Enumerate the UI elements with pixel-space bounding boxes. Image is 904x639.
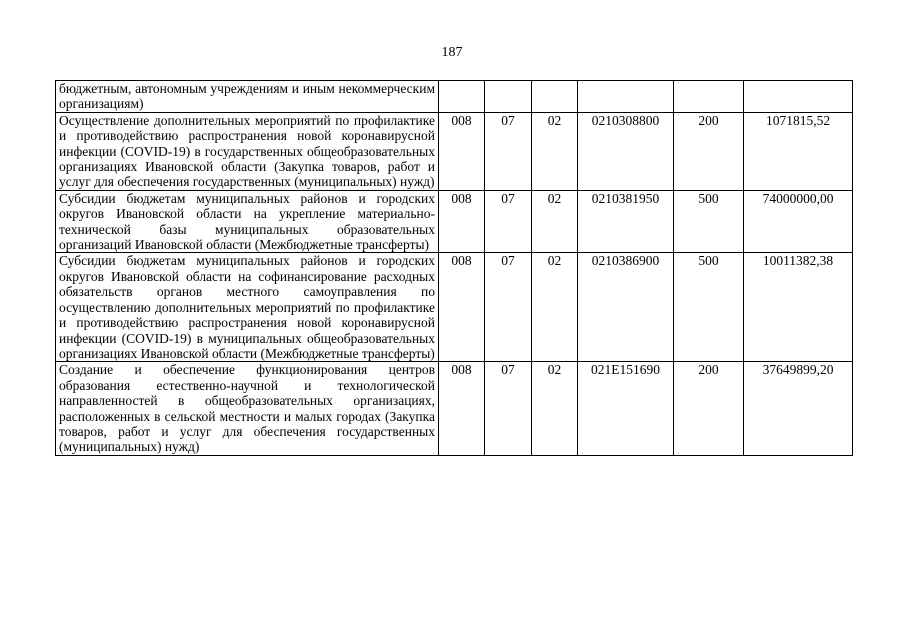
table-row	[56, 362, 853, 455]
row-description: бюджетным, автономным учреждениям и иным некоммерческим организациям)	[56, 81, 439, 113]
row-article-code: 0210381950	[578, 190, 674, 253]
row-expense-type: 200	[674, 112, 744, 190]
page-number: 187	[441, 45, 463, 60]
row-section-code: 07	[485, 253, 532, 362]
row-admin-code: 008	[439, 253, 485, 362]
row-admin-code: 008	[439, 362, 485, 455]
row-admin-code	[439, 81, 485, 113]
row-description: Субсидии бюджетам муниципальных районов и городских округов Ивановской области на софинансирование расходных обязательств органов местного самоуправления по осуществлению дополнительных мероприятий по профилактике и противодействию распространения новой коронавирусной инфекции (COVID-19) в муниципальных общеобразовательных организациях Ивановской области (Межбюджетные трансферты)	[56, 253, 439, 362]
row-amount	[744, 81, 853, 113]
row-subsection-code: 02	[532, 253, 578, 362]
row-subsection-code: 02	[532, 190, 578, 253]
row-description: Субсидии бюджетам муниципальных районов и городских округов Ивановской области на укрепление материально-технической базы муниципальных образовательных организаций Ивановской области (Межбюджетные трансферты)	[56, 190, 439, 253]
row-subsection-code	[532, 81, 578, 113]
table-row	[56, 253, 853, 362]
row-section-code	[485, 81, 532, 113]
table-row	[56, 112, 853, 190]
row-subsection-code: 02	[532, 112, 578, 190]
row-amount: 37649899,20	[744, 362, 853, 455]
row-section-code: 07	[485, 190, 532, 253]
row-expense-type: 500	[674, 253, 744, 362]
row-article-code: 0210308800	[578, 112, 674, 190]
row-article-code: 021E151690	[578, 362, 674, 455]
row-admin-code: 008	[439, 112, 485, 190]
row-admin-code: 008	[439, 190, 485, 253]
row-amount: 10011382,38	[744, 253, 853, 362]
row-expense-type	[674, 81, 744, 113]
row-subsection-code: 02	[532, 362, 578, 455]
row-expense-type: 500	[674, 190, 744, 253]
table-row	[56, 190, 853, 253]
row-amount: 1071815,52	[744, 112, 853, 190]
row-description: Осуществление дополнительных мероприятий по профилактике и противодействию распространения новой коронавирусной инфекции (COVID-19) в государственных общеобразовательных организациях Ивановской области (Закупка товаров, работ и услуг для обеспечения государственных (муниципальных) нужд)	[56, 112, 439, 190]
row-article-code	[578, 81, 674, 113]
table-row	[56, 81, 853, 113]
budget-table	[55, 80, 853, 456]
row-section-code: 07	[485, 362, 532, 455]
row-section-code: 07	[485, 112, 532, 190]
row-amount: 74000000,00	[744, 190, 853, 253]
row-article-code: 0210386900	[578, 253, 674, 362]
row-description: Создание и обеспечение функционирования центров образования естественно-научной и технологической направленностей в общеобразовательных организациях, расположенных в сельской местности и малых городах (Закупка товаров, работ и услуг для обеспечения государственных (муниципальных) нужд)	[56, 362, 439, 455]
row-expense-type: 200	[674, 362, 744, 455]
